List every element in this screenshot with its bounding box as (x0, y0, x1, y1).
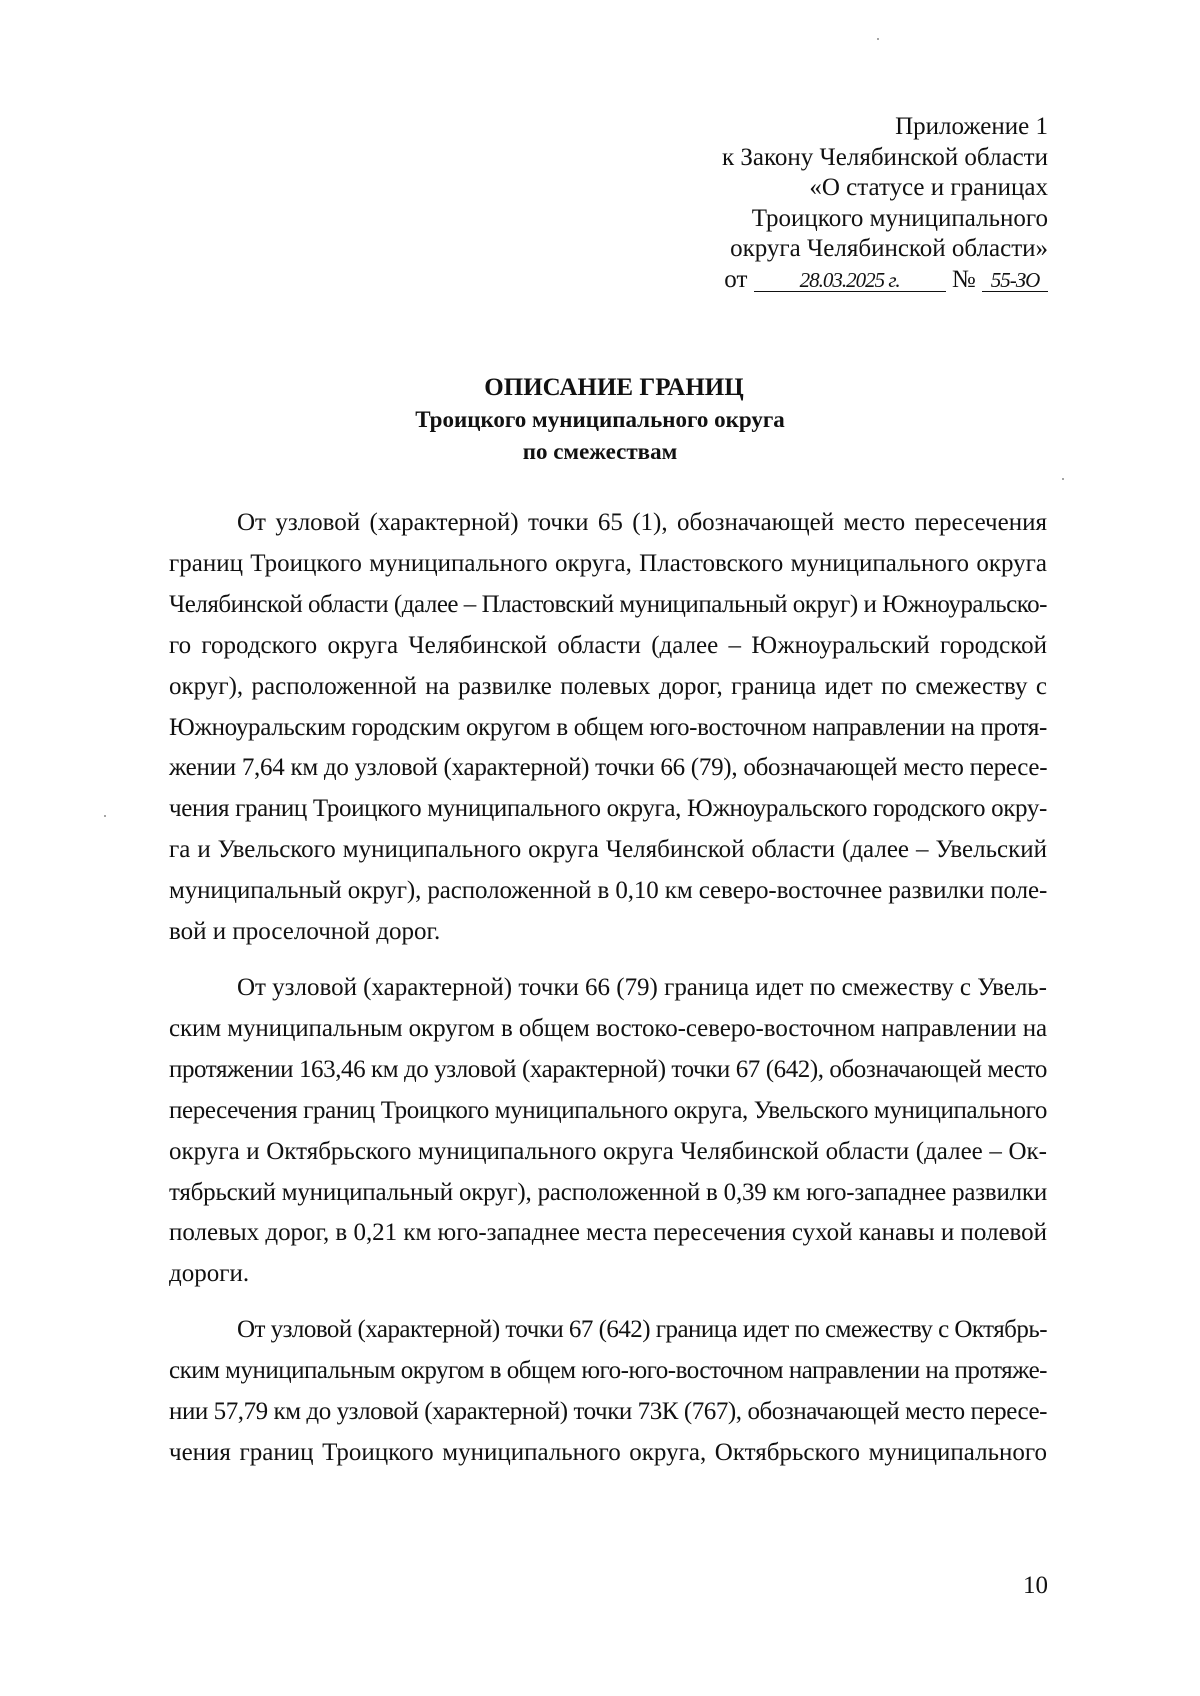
text-line: ским муниципальным округом в общем юго-юго-восточном направлении на протяже- (169, 1357, 1047, 1385)
text-line: ским муниципальным округом в общем востоко-северо-восточном направлении на (169, 1014, 1047, 1042)
paragraph-3 (169, 1310, 1047, 1474)
date-prefix: от (724, 265, 748, 293)
text-line: От узловой (характерной) точки 67 (642) граница идет по смежеству с Октябрь- (237, 1316, 1047, 1344)
scan-speck (104, 815, 106, 817)
page-number: 10 (1023, 1572, 1048, 1599)
body-text (169, 503, 1047, 1474)
text-line: нии 57,79 км до узловой (характерной) точки 73К (767), обозначающей место пересе- (169, 1398, 1047, 1426)
text-line: чения границ Троицкого муниципального округа, Южноуральского городского окру- (169, 795, 1047, 823)
text-line: га и Увельского муниципального округа Челябинской области (далее – Увельский (169, 836, 1047, 864)
title-line-2: Троицкого муниципального округа (415, 407, 785, 432)
date-value: 28.03.2025 г. (754, 269, 946, 292)
document-title (0, 372, 1200, 468)
number-prefix: № (951, 265, 976, 293)
text-line: пересечения границ Троицкого муниципального округа, Увельского муниципального (169, 1096, 1047, 1124)
scan-speck (877, 38, 879, 40)
text-line: го городского округа Челябинской области (далее – Южноуральский городской (169, 631, 1047, 659)
appendix-line-2: к Закону Челябинской области (722, 143, 1048, 171)
appendix-date-line (722, 265, 1048, 296)
text-line: тябрьский муниципальный округ), расположенной в 0,39 км юго-западнее развилки (169, 1178, 1047, 1206)
text-line: чения границ Троицкого муниципального округа, Октябрьского муниципального (169, 1438, 1047, 1466)
text-line: протяжении 163,46 км до узловой (характерной) точки 67 (642), обозначающей место (169, 1055, 1047, 1083)
number-value: 55-ЗО (982, 269, 1048, 292)
text-line: вой и проселочной дорог. (169, 918, 441, 946)
paragraph-1 (169, 503, 1047, 953)
scan-speck (1062, 478, 1064, 480)
title-line-1: ОПИСАНИЕ ГРАНИЦ (484, 374, 744, 401)
text-line: дороги. (169, 1260, 250, 1288)
appendix-header (722, 112, 1048, 295)
text-line: От узловой (характерной) точки 66 (79) граница идет по смежеству с Увель- (237, 973, 1047, 1001)
text-line: От узловой (характерной) точки 65 (1), обозначающей место пересечения (237, 509, 1047, 536)
text-line: полевых дорог, в 0,21 км юго-западнее места пересечения сухой канавы и полевой (169, 1219, 1047, 1247)
appendix-line-4: Троицкого муниципального (751, 204, 1048, 232)
appendix-line-5: округа Челябинской области» (730, 235, 1048, 262)
text-line: жении 7,64 км до узловой (характерной) точки 66 (79), обозначающей место пересе- (169, 754, 1048, 782)
text-line: муниципальный округ), расположенной в 0,10 км северо-восточнее развилки поле- (169, 877, 1048, 905)
text-line: округа и Октябрьского муниципального округа Челябинской области (далее – Ок- (169, 1137, 1047, 1165)
paragraph-2 (169, 968, 1047, 1295)
appendix-line-1: Приложение 1 (895, 113, 1048, 140)
text-line: границ Троицкого муниципального округа, Пластовского муниципального округа (169, 549, 1047, 577)
text-line: Южноуральским городским округом в общем юго-восточном направлении на протя- (169, 713, 1047, 741)
text-line: Челябинской области (далее – Пластовский муниципальный округ) и Южноуральско- (169, 590, 1047, 618)
title-line-3: по смежествам (522, 439, 678, 464)
appendix-line-3: «О статусе и границах (809, 174, 1048, 201)
text-line: округ), расположенной на развилке полевых дорог, граница идет по смежеству с (169, 672, 1047, 700)
